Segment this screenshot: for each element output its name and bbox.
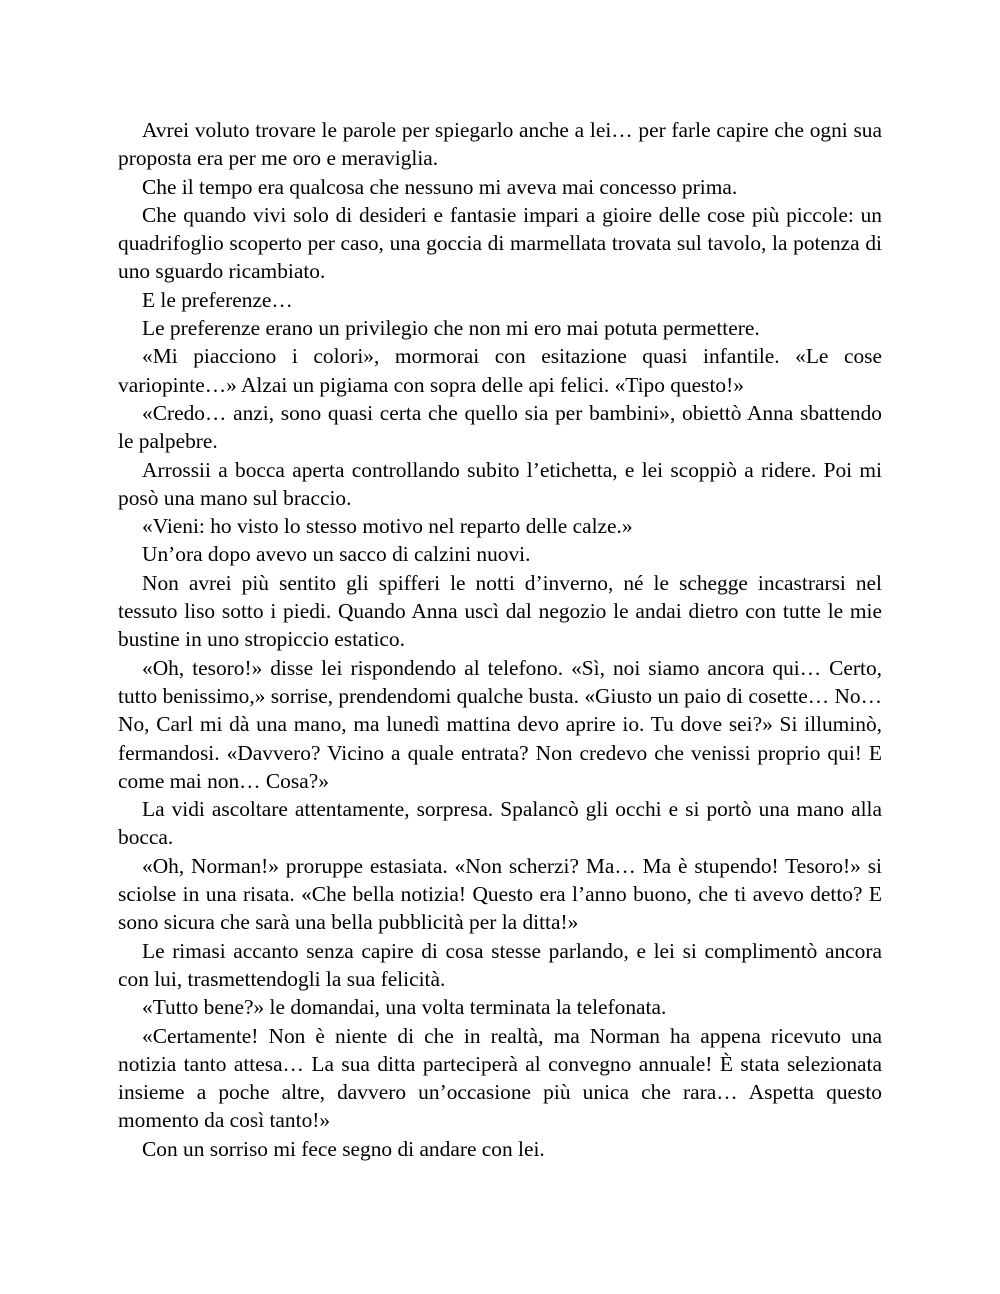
paragraph: La vidi ascoltare attentamente, sorpresa. Spalancò gli occhi e si portò una mano alla bocca. (118, 797, 882, 850)
page-body (118, 116, 882, 1163)
paragraph: «Oh, tesoro!» disse lei rispondendo al telefono. «Sì, noi siamo ancora qui… Certo, tutto benissimo,» sorrise, prendendomi qualche busta. «Giusto un paio di cosette… No… No, Carl mi dà una mano, ma lunedì mattina devo aprire io. Tu dove sei?» Si illuminò, fermandosi. «Davvero? Vicino a quale entrata? Non credevo che venissi proprio qui! E come mai non… Cosa?» (118, 655, 883, 793)
paragraph: Che il tempo era qualcosa che nessuno mi aveva mai concesso prima. (142, 174, 738, 199)
paragraph: Le rimasi accanto senza capire di cosa stesse parlando, e lei si complimentò ancora con lui, trasmettendogli la sua felicità. (118, 938, 882, 991)
paragraph: «Tutto bene?» le domandai, una volta terminata la telefonata. (142, 995, 667, 1020)
paragraph: Avrei voluto trovare le parole per spiegarlo anche a lei… per farle capire che ogni sua proposta era per me oro e meraviglia. (118, 118, 882, 171)
paragraph: «Mi piacciono i colori», mormorai con esitazione quasi infantile. «Le cose variopinte…» Alzai un pigiama con sopra delle api felici. «Tipo questo!» (118, 344, 882, 397)
paragraph: Con un sorriso mi fece segno di andare con lei. (142, 1136, 545, 1161)
paragraph: Che quando vivi solo di desideri e fantasie impari a gioire delle cose più piccole: un quadrifoglio scoperto per caso, una goccia di marmellata trovata sul tavolo, la potenza di uno sguardo ricambiato. (118, 202, 882, 284)
paragraph: «Vieni: ho visto lo stesso motivo nel reparto delle calze.» (142, 514, 633, 539)
paragraph: «Certamente! Non è niente di che in realtà, ma Norman ha appena ricevuto una notizia tanto attesa… La sua ditta parteciperà al convegno annuale! È stata selezionata insieme a poche altre, davvero un’occasione più unica che rara… Aspetta questo momento da così tanto!» (118, 1023, 882, 1133)
paragraph: Arrossii a bocca aperta controllando subito l’etichetta, e lei scoppiò a ridere. Poi mi posò una mano sul braccio. (118, 457, 882, 510)
paragraph: E le preferenze… (142, 287, 293, 312)
paragraph: Non avrei più sentito gli spifferi le notti d’inverno, né le schegge incastrarsi nel tessuto liso sotto i piedi. Quando Anna uscì dal negozio le andai dietro con tutte le mie bustine in uno stropiccio estatico. (118, 570, 882, 652)
paragraph: «Credo… anzi, sono quasi certa che quello sia per bambini», obiettò Anna sbattendo le palpebre. (118, 400, 882, 454)
paragraph: Le preferenze erano un privilegio che non mi ero mai potuta permettere. (142, 316, 760, 341)
paragraph: «Oh, Norman!» proruppe estasiata. «Non scherzi? Ma… Ma è stupendo! Tesoro!» si sciolse in una risata. «Che bella notizia! Questo era l’anno buono, che ti avevo detto? E sono sicura che sarà una bella pubblicità per la ditta!» (118, 853, 882, 935)
paragraph: Un’ora dopo avevo un sacco di calzini nuovi. (142, 542, 531, 567)
